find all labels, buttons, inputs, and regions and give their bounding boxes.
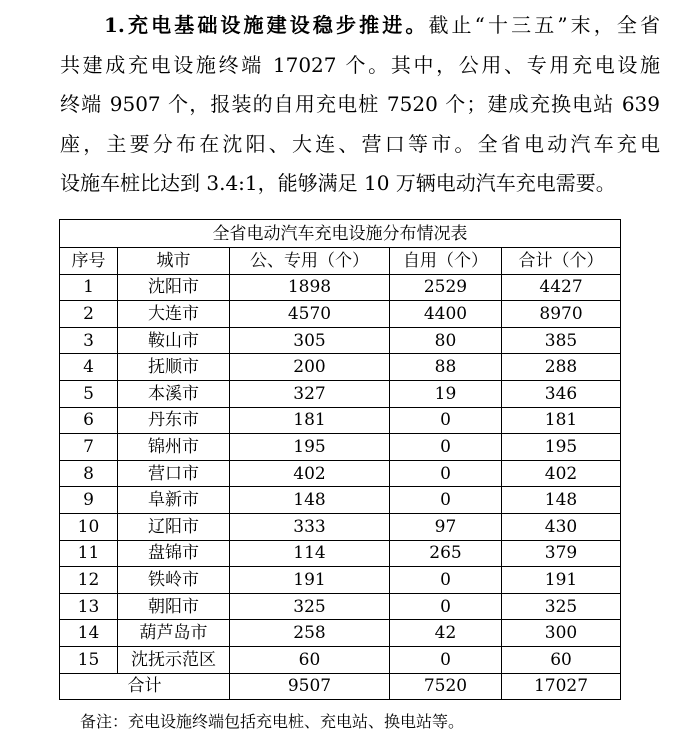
cell-index: 15: [60, 646, 118, 673]
cell-city: 盘锦市: [118, 540, 230, 567]
cell-total: 385: [502, 327, 621, 354]
cell-public: 191: [230, 567, 390, 594]
paragraph-heading: 1.充电基础设施建设稳步推进。: [104, 13, 429, 37]
cell-index: 6: [60, 407, 118, 434]
cell-public: 200: [230, 354, 390, 381]
cell-city: 朝阳市: [118, 593, 230, 620]
cell-private: 2529: [390, 274, 502, 301]
table-body: [60, 274, 621, 673]
paragraph-line-5: 设施车桩比达到 3.4:1，能够满足 10 万辆电动汽车充电需要。: [60, 171, 616, 195]
cell-private: 0: [390, 487, 502, 514]
table-header-row: [60, 248, 621, 275]
cell-public: 181: [230, 407, 390, 434]
table-row: [60, 354, 621, 381]
cell-total: 300: [502, 620, 621, 647]
table-row: [60, 620, 621, 647]
cell-index: 12: [60, 567, 118, 594]
cell-city: 沈阳市: [118, 274, 230, 301]
cell-city: 营口市: [118, 460, 230, 487]
cell-city: 鞍山市: [118, 327, 230, 354]
table-row: [60, 646, 621, 673]
cell-index: 9: [60, 487, 118, 514]
header-private: 自用（个）: [390, 248, 502, 275]
table-row: [60, 380, 621, 407]
table-row: [60, 540, 621, 567]
table-title: 全省电动汽车充电设施分布情况表: [60, 220, 621, 248]
cell-private: 0: [390, 434, 502, 461]
cell-index: 11: [60, 540, 118, 567]
table-row: [60, 407, 621, 434]
table-row: [60, 301, 621, 328]
cell-total: 195: [502, 434, 621, 461]
paragraph-line-1: [60, 6, 660, 46]
cell-city: 葫芦岛市: [118, 620, 230, 647]
total-sum: 17027: [502, 673, 621, 700]
cell-index: 13: [60, 593, 118, 620]
cell-private: 0: [390, 407, 502, 434]
cell-public: 258: [230, 620, 390, 647]
cell-private: 80: [390, 327, 502, 354]
table-total-row: [60, 673, 621, 700]
table-row: [60, 513, 621, 540]
cell-index: 3: [60, 327, 118, 354]
distribution-table: [59, 219, 621, 700]
cell-city: 铁岭市: [118, 567, 230, 594]
cell-public: 327: [230, 380, 390, 407]
cell-private: 19: [390, 380, 502, 407]
cell-index: 7: [60, 434, 118, 461]
table-row: [60, 274, 621, 301]
cell-private: 88: [390, 354, 502, 381]
table-row: [60, 593, 621, 620]
cell-total: 191: [502, 567, 621, 594]
table-row: [60, 460, 621, 487]
cell-index: 14: [60, 620, 118, 647]
cell-total: 8970: [502, 301, 621, 328]
cell-total: 402: [502, 460, 621, 487]
cell-total: 346: [502, 380, 621, 407]
paragraph-line-3: 终端 9507 个，报装的自用充电桩 7520 个；建成充换电站 639: [60, 92, 660, 116]
paragraph-line-1-text: 截止“十三五”末，全省: [428, 13, 660, 37]
cell-city: 丹东市: [118, 407, 230, 434]
cell-public: 402: [230, 460, 390, 487]
intro-paragraph: [60, 6, 660, 204]
cell-total: 288: [502, 354, 621, 381]
cell-public: 114: [230, 540, 390, 567]
cell-public: 305: [230, 327, 390, 354]
cell-private: 0: [390, 593, 502, 620]
cell-index: 2: [60, 301, 118, 328]
cell-city: 辽阳市: [118, 513, 230, 540]
cell-public: 148: [230, 487, 390, 514]
header-public: 公、专用（个）: [230, 248, 390, 275]
cell-private: 265: [390, 540, 502, 567]
cell-city: 本溪市: [118, 380, 230, 407]
table-row: [60, 434, 621, 461]
cell-total: 379: [502, 540, 621, 567]
cell-city: 大连市: [118, 301, 230, 328]
cell-private: 0: [390, 460, 502, 487]
cell-city: 沈抚示范区: [118, 646, 230, 673]
total-public: 9507: [230, 673, 390, 700]
total-private: 7520: [390, 673, 502, 700]
table-row: [60, 567, 621, 594]
cell-public: 333: [230, 513, 390, 540]
table-note: 备注：充电设施终端包括充电桩、充电站、换电站等。: [80, 712, 465, 731]
table-row: [60, 487, 621, 514]
cell-private: 0: [390, 646, 502, 673]
cell-index: 4: [60, 354, 118, 381]
cell-total: 430: [502, 513, 621, 540]
cell-private: 4400: [390, 301, 502, 328]
cell-public: 325: [230, 593, 390, 620]
total-label: 合计: [60, 673, 230, 700]
cell-index: 5: [60, 380, 118, 407]
header-index: 序号: [60, 248, 118, 275]
table-row: [60, 327, 621, 354]
cell-index: 1: [60, 274, 118, 301]
cell-city: 阜新市: [118, 487, 230, 514]
cell-city: 抚顺市: [118, 354, 230, 381]
cell-index: 8: [60, 460, 118, 487]
header-total: 合计（个）: [502, 248, 621, 275]
cell-private: 0: [390, 567, 502, 594]
cell-total: 60: [502, 646, 621, 673]
cell-public: 1898: [230, 274, 390, 301]
cell-public: 60: [230, 646, 390, 673]
cell-city: 锦州市: [118, 434, 230, 461]
paragraph-line-2: 共建成充电设施终端 17027 个。其中，公用、专用充电设施: [60, 52, 660, 77]
cell-public: 195: [230, 434, 390, 461]
table-title-row: [60, 220, 621, 248]
cell-index: 10: [60, 513, 118, 540]
cell-total: 325: [502, 593, 621, 620]
header-city: 城市: [118, 248, 230, 275]
cell-total: 181: [502, 407, 621, 434]
cell-total: 4427: [502, 274, 621, 301]
cell-private: 42: [390, 620, 502, 647]
cell-total: 148: [502, 487, 621, 514]
cell-private: 97: [390, 513, 502, 540]
cell-public: 4570: [230, 301, 390, 328]
paragraph-line-4: 座，主要分布在沈阳、大连、营口等市。全省电动汽车充电: [60, 131, 660, 156]
